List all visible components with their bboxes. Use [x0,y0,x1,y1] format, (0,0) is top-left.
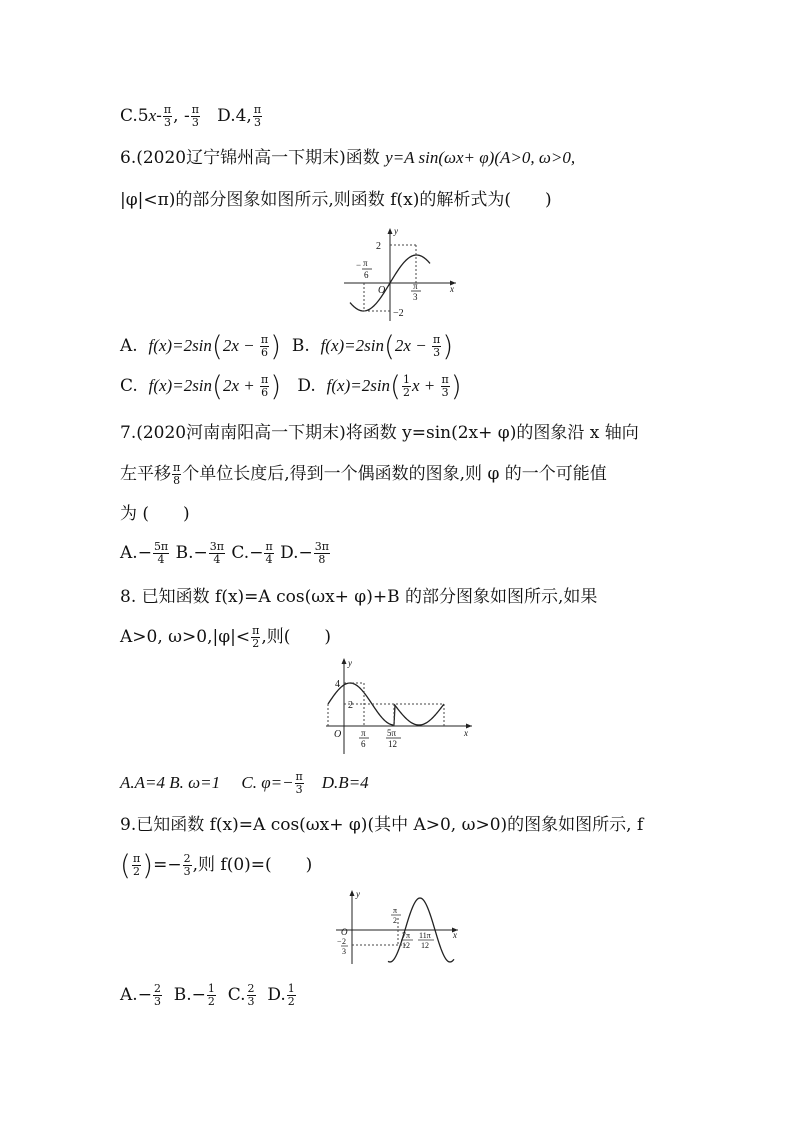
ylab-num: 2 [342,937,346,946]
q8-graph [322,656,482,761]
q9-stem-val [183,853,192,878]
q6-opt-b-label: B. [291,336,310,356]
q6-opt-c-label: C. [120,376,138,396]
frac-den: 6 [260,346,268,359]
q6-opt-c-frac [260,374,269,399]
y-axis-label: y [394,226,398,236]
q7-stem-line1: 7.(2020河南南阳高一下期末)将函数 y=sin(2x+ φ)的图象沿 x 轴向 [120,423,639,443]
q8-stem-b2: ,则( ) [261,627,331,647]
q6-opt-b-frac [432,334,441,359]
frac-den: 3 [164,116,172,129]
tick1-sign: − [356,260,362,270]
tick0-num: π [393,906,398,915]
tick1-num: π [361,728,366,738]
frac-num: π [252,624,260,637]
q7-stem-line3: 为 ( ) [120,504,190,524]
q7-opt-b-frac [209,541,225,566]
frac-num: 3π [314,540,329,553]
q8-opt-frac [295,771,304,796]
frac-den: 4 [265,553,273,566]
q6-opt-d-inner: x + [411,376,440,395]
q7-opt-c-sign: − [249,543,264,563]
q9-opt-d-label: D. [267,985,286,1005]
q5-opt-d-label: D.4, [217,106,252,126]
q7-opt-c-label: C. [231,543,250,563]
frac-num: π [260,333,269,346]
origin-label: O [378,285,386,296]
q6-options-cd: C. f(x)=2sin(2x + $\frac{\pi}{6}$ ) D. f(x)=2sin( $\frac{1}{2}$ x + $\frac{\pi}{3}$ ) [120,369,462,403]
q7-opt-a-label: A. [120,543,138,563]
tick2-num: 5π [387,728,397,738]
q9-opt-b-sign: − [191,985,206,1005]
q7-opt-b-label: B. [175,543,194,563]
q9-stem-line1: 9.已知函数 f(x)=A cos(ωx+ φ)(其中 A>0, ω>0)的图象如图所示, f [120,815,644,835]
frac-den: 3 [191,116,199,129]
q5-opt-d-frac [253,104,262,129]
q7-opt-a-frac [153,541,169,566]
y2-label: 2 [348,700,353,711]
frac-den: 3 [183,865,191,878]
frac-den: 8 [318,553,326,566]
y-axis-label: y [348,658,352,668]
tick2-den: 12 [388,739,397,749]
q5-opt-c-x: x [148,106,157,125]
q9-stem-frac [132,853,141,878]
q7-stem-line2 [120,462,607,487]
origin-label: O [334,729,342,740]
frac-num: 1 [207,982,215,995]
frac-num: 2 [183,852,191,865]
tick1-den: 6 [361,739,366,749]
q7-stem-b2: 个单位长度后,得到一个偶函数的图象,则 φ 的一个可能值 [182,464,607,484]
q7-opt-c-frac [264,541,273,566]
y-axis-arrow [388,228,393,234]
q6-opt-a-inner: 2x − [222,336,259,355]
q9-stem-eq: =− [153,855,182,875]
frac-den: 2 [287,995,295,1008]
frac-den: 3 [295,783,303,796]
frac-num: π [163,103,172,116]
frac-den: 8 [173,474,181,487]
q6-options-ab: A. f(x)=2sin(2x − $\frac{\pi}{6}$ ) B. f(x)=2sin(2x − $\frac{\pi}{3}$ ) [120,329,454,363]
frac-den: 2 [133,865,141,878]
tick1-num: 7π [402,931,411,940]
frac-num: π [253,103,262,116]
q5-opt-c-sep: , - [173,106,190,126]
q9-options [120,983,297,1008]
frac-den: 3 [433,346,441,359]
q5-opt-c-minus: - [156,106,162,126]
x-axis-label: x [464,728,468,738]
q8-options-b: D.B=4 [304,773,369,792]
q7-opt-d-frac [314,541,330,566]
q6-opt-b-inner: 2x − [394,336,431,355]
q6-opt-c-expr: f(x)=2sin [148,376,213,395]
frac-den: 2 [207,995,215,1008]
q6-opt-a-expr: f(x)=2sin [148,336,212,355]
frac-num: 1 [402,373,410,386]
q8-options-a: A.A=4 B. ω=1 C. φ=− [120,773,294,792]
q9-opt-b-label: B. [173,985,192,1005]
origin-label: O [341,927,348,937]
y-axis-arrow [342,658,347,664]
x-axis-label: x [453,930,457,940]
frac-den: 2 [402,386,410,399]
frac-den: 3 [247,995,255,1008]
frac-den: 4 [213,553,221,566]
frac-den: 3 [253,116,261,129]
q9-opt-c-label: C. [227,985,246,1005]
q6-opt-c-inner: 2x + [222,376,259,395]
frac-num: π [191,103,199,116]
q6-stem-line2: |φ|<π)的部分图象如图所示,则函数 f(x)的解析式为( ) [120,190,552,210]
q9-opt-c-frac [247,983,256,1008]
y-max-label: 2 [376,241,381,252]
q9-opt-a-sign: − [137,985,152,1005]
frac-num: π [173,461,181,474]
y-axis-label: y [356,889,360,899]
frac-num: π [132,852,141,865]
tick2-num: π [413,281,418,291]
tick2-den: 3 [413,292,418,302]
q9-opt-b-frac [207,983,216,1008]
q6-stem-a: 6.(2020辽宁锦州高一下期末)函数 [120,148,386,168]
y-axis-arrow [350,890,355,896]
frac-den: 4 [157,553,165,566]
q6-opt-b-expr: f(x)=2sin [320,336,384,355]
frac-den: 3 [441,386,449,399]
frac-num: 5π [153,540,169,553]
q7-opt-d-sign: − [298,543,313,563]
q9-opt-a-frac [153,983,162,1008]
tick1-den: 12 [402,941,410,950]
tick1-num: π [363,258,368,268]
q6-graph [338,226,468,331]
q6-opt-d-label: D. [297,376,316,396]
q6-opt-d-inner-frac [402,374,411,399]
q9-opt-d-frac [287,983,296,1008]
q8-stem-frac [251,625,260,650]
q8-stem-b1: A>0, ω>0,|φ|< [120,627,251,647]
y-min-label: −2 [393,308,404,319]
frac-num: π [441,373,449,386]
q5-opt-c-frac2 [191,104,200,129]
frac-den: 3 [153,995,161,1008]
tick2-num: 11π [419,931,431,940]
q7-opt-b-sign: − [193,543,208,563]
q9-opt-a-label: A. [120,985,138,1005]
q6-stem-line1 [120,146,575,170]
tick1-den: 6 [364,270,369,280]
x-axis-label: x [450,284,454,294]
frac-num: 1 [287,982,295,995]
tick2-den: 12 [421,941,429,950]
q7-options [120,541,331,566]
frac-num: π [261,373,269,386]
ylab-den: 3 [342,947,346,956]
q7-opt-a-sign: − [137,543,152,563]
ylab-sign: − [337,937,342,946]
frac-num: π [265,540,273,553]
q7-stem-frac [172,462,181,487]
q5-opt-c-label: C.5 [120,106,149,126]
q8-stem-line2 [120,625,331,650]
q6-func: y=A sin(ωx+ φ)(A>0, ω>0, [385,148,576,167]
q7-opt-d-label: D. [280,543,299,563]
q6-opt-d-expr: f(x)=2sin [326,376,391,395]
q6-opt-a-label: A. [120,336,138,356]
frac-num: π [432,333,441,346]
frac-num: π [295,770,303,783]
q9-graph [334,888,464,973]
q5-options-cd [120,104,263,129]
frac-num: 2 [153,982,161,995]
y4-label: 4 [335,679,340,690]
frac-num: 3π [209,540,224,553]
q5-opt-c-frac1 [163,104,172,129]
q7-stem-b1: 左平移 [120,464,171,484]
tick0-den: 2 [393,916,397,925]
q6-opt-a-frac [260,334,269,359]
frac-num: 2 [247,982,255,995]
frac-den: 2 [252,637,260,650]
frac-den: 6 [261,386,269,399]
q8-stem-line1: 8. 已知函数 f(x)=A cos(ωx+ φ)+B 的部分图象如图所示,如果 [120,587,598,607]
q9-stem-b: ,则 f(0)=( ) [192,855,313,875]
q6-opt-d-frac [441,374,450,399]
q8-options [120,771,369,796]
q9-stem-line2: ( $\frac{\pi}{2}$ )=− $\frac{2}{3}$ ,则 f(0)=( ) [120,848,313,882]
